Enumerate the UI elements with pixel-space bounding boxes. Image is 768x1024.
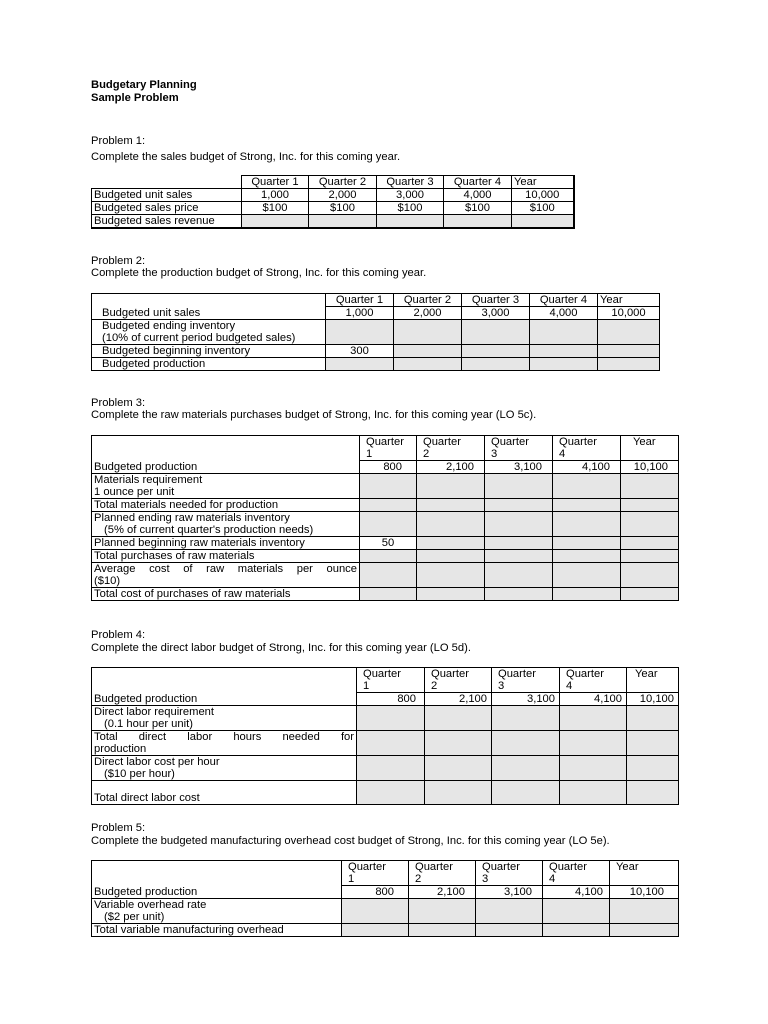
table-row: [92, 320, 660, 345]
cell-value: 2,000: [394, 307, 462, 320]
problem-2-heading: Problem 2:: [91, 255, 146, 267]
col-header: Quarter 1: [326, 294, 394, 307]
blank-cell: [357, 731, 425, 756]
blank-cell: [485, 588, 553, 601]
blank-cell: [560, 756, 627, 781]
blank-cell: [425, 731, 492, 756]
table-row: [92, 202, 574, 215]
blank-cell: [553, 550, 621, 563]
problem-1-heading: Problem 1:: [91, 135, 146, 147]
cell-value: 2,000: [309, 189, 377, 202]
row-label: Total materials needed for production: [92, 499, 360, 512]
table-row: [92, 731, 679, 756]
row-label: Budgeted beginning inventory: [92, 345, 326, 358]
col-header: Quarter 3: [476, 861, 543, 886]
row-label: Budgeted production: [92, 358, 326, 371]
cell-value: 10,000: [512, 189, 574, 202]
cell-value: 4,000: [530, 307, 598, 320]
blank-cell: [417, 588, 485, 601]
blank-cell: [360, 474, 417, 499]
cell-value: 3,100: [492, 693, 560, 706]
blank-cell: [409, 924, 476, 937]
table-row: [92, 215, 574, 229]
row-label: Budgeted sales price: [92, 202, 242, 215]
cell-value: $100: [309, 202, 377, 215]
blank-cell: [357, 756, 425, 781]
col-header: Quarter 1: [342, 861, 409, 886]
col-header: Quarter 2: [394, 294, 462, 307]
table-row: [92, 474, 679, 499]
table-row: [92, 563, 679, 588]
blank-cell: [621, 550, 679, 563]
row-label: [92, 563, 360, 588]
blank-cell: [357, 706, 425, 731]
blank-cell: [394, 320, 462, 345]
blank-cell: [357, 781, 425, 805]
cell-value: 800: [342, 886, 409, 899]
blank-cell: [621, 588, 679, 601]
blank-cell: [621, 474, 679, 499]
cell-value: 3,100: [485, 461, 553, 474]
row-label: [92, 756, 357, 781]
blank-cell: [530, 358, 598, 371]
blank-cell: [462, 345, 530, 358]
problem-2-text: Complete the production budget of Strong, Inc. for this coming year.: [91, 267, 427, 279]
blank-cell: [425, 781, 492, 805]
col-header: Quarter 1: [357, 668, 425, 693]
row-label: Total cost of purchases of raw materials: [92, 588, 360, 601]
row-label: Total purchases of raw materials: [92, 550, 360, 563]
row-label: Budgeted unit sales: [92, 307, 326, 320]
blank-cell: [417, 474, 485, 499]
row-label-line: ($10): [94, 575, 121, 587]
empty-cell: [92, 436, 360, 461]
blank-cell: [485, 537, 553, 550]
blank-cell: [377, 215, 444, 229]
blank-cell: [543, 899, 610, 924]
blank-cell: [492, 781, 560, 805]
cell-value: 4,100: [553, 461, 621, 474]
cell-value: 1,000: [326, 307, 394, 320]
col-header: Year: [512, 176, 574, 189]
table-row: [92, 706, 679, 731]
empty-cell: [92, 668, 357, 693]
blank-cell: [598, 358, 660, 371]
row-label: Budgeted unit sales: [92, 189, 242, 202]
table-row: [92, 345, 660, 358]
row-label-line: (0.1 hour per unit): [104, 718, 193, 730]
blank-cell: [462, 358, 530, 371]
blank-cell: [485, 550, 553, 563]
cell-value: 10,000: [598, 307, 660, 320]
blank-cell: [621, 563, 679, 588]
cell-value: $100: [377, 202, 444, 215]
cell-value: $100: [512, 202, 574, 215]
table-row: [92, 756, 679, 781]
table-header-row: [92, 436, 679, 461]
blank-cell: [360, 512, 417, 537]
row-label-line: Direct labor cost per hour: [94, 756, 220, 768]
table-row: [92, 588, 679, 601]
blank-cell: [360, 499, 417, 512]
table-row: [92, 537, 679, 550]
col-header: Quarter 2: [417, 436, 485, 461]
table-header-row: [92, 861, 679, 886]
row-label: Total variable manufacturing overhead: [92, 924, 342, 937]
blank-cell: [394, 358, 462, 371]
production-budget-table: [91, 293, 660, 371]
table-row: [92, 189, 574, 202]
col-header: Quarter 4: [444, 176, 512, 189]
table-row: [92, 499, 679, 512]
row-label: Budgeted production: [92, 693, 357, 706]
blank-cell: [485, 512, 553, 537]
blank-cell: [425, 706, 492, 731]
table-row: [92, 899, 679, 924]
row-label: [92, 731, 357, 756]
row-label: [92, 706, 357, 731]
blank-cell: [530, 320, 598, 345]
row-label: [92, 512, 360, 537]
col-header: Quarter 1: [360, 436, 417, 461]
row-label: Budgeted production: [92, 886, 342, 899]
cell-value: 4,100: [543, 886, 610, 899]
blank-cell: [476, 899, 543, 924]
problem-4-heading: Problem 4:: [91, 629, 146, 641]
blank-cell: [425, 756, 492, 781]
cell-value: 800: [360, 461, 417, 474]
col-header: Quarter 3: [377, 176, 444, 189]
table-row: [92, 358, 660, 371]
blank-cell: [610, 924, 679, 937]
table-row: [92, 461, 679, 474]
empty-cell: [92, 861, 342, 886]
blank-cell: [492, 706, 560, 731]
table-row: [92, 924, 679, 937]
problem-5-text: Complete the budgeted manufacturing overhead cost budget of Strong, Inc. for this coming year (LO 5e).: [91, 835, 610, 847]
blank-cell: [326, 358, 394, 371]
document-subtitle: Sample Problem: [91, 92, 179, 104]
col-header: Quarter 4: [530, 294, 598, 307]
empty-cell: [92, 294, 326, 307]
col-header: Quarter 2: [309, 176, 377, 189]
cell-value: $100: [444, 202, 512, 215]
cell-value: 3,100: [476, 886, 543, 899]
problem-4-text: Complete the direct labor budget of Strong, Inc. for this coming year (LO 5d).: [91, 642, 471, 654]
blank-cell: [485, 474, 553, 499]
col-header: Year: [627, 668, 679, 693]
cell-value: 2,100: [417, 461, 485, 474]
table-row: [92, 781, 679, 805]
row-label: [92, 320, 326, 345]
blank-cell: [417, 499, 485, 512]
blank-cell: [553, 537, 621, 550]
blank-cell: [360, 550, 417, 563]
blank-cell: [417, 550, 485, 563]
blank-cell: [417, 537, 485, 550]
cell-value: 10,100: [627, 693, 679, 706]
col-header: Quarter 2: [425, 668, 492, 693]
blank-cell: [553, 512, 621, 537]
direct-labor-budget-table: [91, 667, 679, 805]
blank-cell: [598, 345, 660, 358]
col-header: Quarter 4: [560, 668, 627, 693]
blank-cell: [610, 899, 679, 924]
row-label-line: (5% of current quarter's production needs): [104, 524, 314, 536]
blank-cell: [326, 320, 394, 345]
cell-value: 300: [326, 345, 394, 358]
table-row: [92, 550, 679, 563]
row-label: [92, 474, 360, 499]
problem-3-heading: Problem 3:: [91, 397, 146, 409]
col-header: Quarter 2: [409, 861, 476, 886]
row-label-line: 1 ounce per unit: [94, 486, 175, 498]
row-label: Budgeted sales revenue: [92, 215, 242, 229]
blank-cell: [553, 588, 621, 601]
blank-cell: [560, 706, 627, 731]
blank-cell: [360, 563, 417, 588]
blank-cell: [543, 924, 610, 937]
table-row: [92, 886, 679, 899]
blank-cell: [492, 731, 560, 756]
blank-cell: [627, 781, 679, 805]
blank-cell: [530, 345, 598, 358]
blank-cell: [417, 512, 485, 537]
col-header: Quarter 4: [543, 861, 610, 886]
row-label-line: production: [94, 743, 147, 755]
cell-value: 10,100: [621, 461, 679, 474]
row-label: Total direct labor cost: [92, 781, 357, 805]
manufacturing-overhead-budget-table: [91, 860, 679, 937]
empty-cell: [92, 176, 242, 189]
blank-cell: [309, 215, 377, 229]
row-label-line: ($2 per unit): [104, 911, 165, 923]
blank-cell: [476, 924, 543, 937]
blank-cell: [485, 563, 553, 588]
col-header: Year: [621, 436, 679, 461]
cell-value: 3,000: [377, 189, 444, 202]
blank-cell: [492, 756, 560, 781]
row-label: [92, 899, 342, 924]
blank-cell: [553, 563, 621, 588]
table-row: [92, 693, 679, 706]
row-label-line: Total direct labor hours needed for: [94, 731, 354, 743]
sales-budget-table: [91, 175, 575, 229]
row-label: Planned beginning raw materials inventory: [92, 537, 360, 550]
table-header-row: [92, 294, 660, 307]
cell-value: 1,000: [242, 189, 309, 202]
blank-cell: [598, 320, 660, 345]
row-label-line: ($10 per hour): [104, 768, 175, 780]
blank-cell: [342, 924, 409, 937]
col-header: Year: [610, 861, 679, 886]
cell-value: 4,000: [444, 189, 512, 202]
blank-cell: [621, 537, 679, 550]
blank-cell: [485, 499, 553, 512]
col-header: Quarter 3: [485, 436, 553, 461]
cell-value: 50: [360, 537, 417, 550]
problem-3-text: Complete the raw materials purchases budget of Strong, Inc. for this coming year (LO 5c).: [91, 409, 537, 421]
col-header: Quarter 4: [553, 436, 621, 461]
blank-cell: [621, 499, 679, 512]
cell-value: 4,100: [560, 693, 627, 706]
blank-cell: [621, 512, 679, 537]
cell-value: 2,100: [425, 693, 492, 706]
row-label-line: Planned ending raw materials inventory: [94, 512, 290, 524]
blank-cell: [553, 474, 621, 499]
blank-cell: [560, 781, 627, 805]
blank-cell: [627, 731, 679, 756]
table-header-row: [92, 668, 679, 693]
cell-value: $100: [242, 202, 309, 215]
cell-value: 2,100: [409, 886, 476, 899]
col-header: Year: [598, 294, 660, 307]
blank-cell: [553, 499, 621, 512]
cell-value: 10,100: [610, 886, 679, 899]
blank-cell: [342, 899, 409, 924]
blank-cell: [242, 215, 309, 229]
document-title: Budgetary Planning: [91, 79, 197, 91]
problem-5-heading: Problem 5:: [91, 822, 146, 834]
table-row: [92, 512, 679, 537]
blank-cell: [444, 215, 512, 229]
row-label-line: Materials requirement: [94, 474, 203, 486]
cell-value: 800: [357, 693, 425, 706]
row-label-line: (10% of current period budgeted sales): [102, 332, 296, 344]
blank-cell: [417, 563, 485, 588]
row-label: Budgeted production: [92, 461, 360, 474]
blank-cell: [627, 706, 679, 731]
row-label-line: Budgeted ending inventory: [102, 320, 236, 332]
col-header: Quarter 1: [242, 176, 309, 189]
blank-cell: [394, 345, 462, 358]
blank-cell: [560, 731, 627, 756]
row-label-line: Average cost of raw materials per ounce: [94, 563, 357, 575]
row-label-line: Direct labor requirement: [94, 706, 215, 718]
table-row: [92, 307, 660, 320]
col-header: Quarter 3: [462, 294, 530, 307]
row-label-line: Variable overhead rate: [94, 899, 207, 911]
problem-1-text: Complete the sales budget of Strong, Inc. for this coming year.: [91, 151, 401, 163]
blank-cell: [409, 899, 476, 924]
cell-value: 3,000: [462, 307, 530, 320]
blank-cell: [512, 215, 574, 229]
raw-materials-budget-table: [91, 435, 679, 601]
blank-cell: [360, 588, 417, 601]
col-header: Quarter 3: [492, 668, 560, 693]
blank-cell: [627, 756, 679, 781]
table-header-row: [92, 176, 574, 189]
blank-cell: [462, 320, 530, 345]
